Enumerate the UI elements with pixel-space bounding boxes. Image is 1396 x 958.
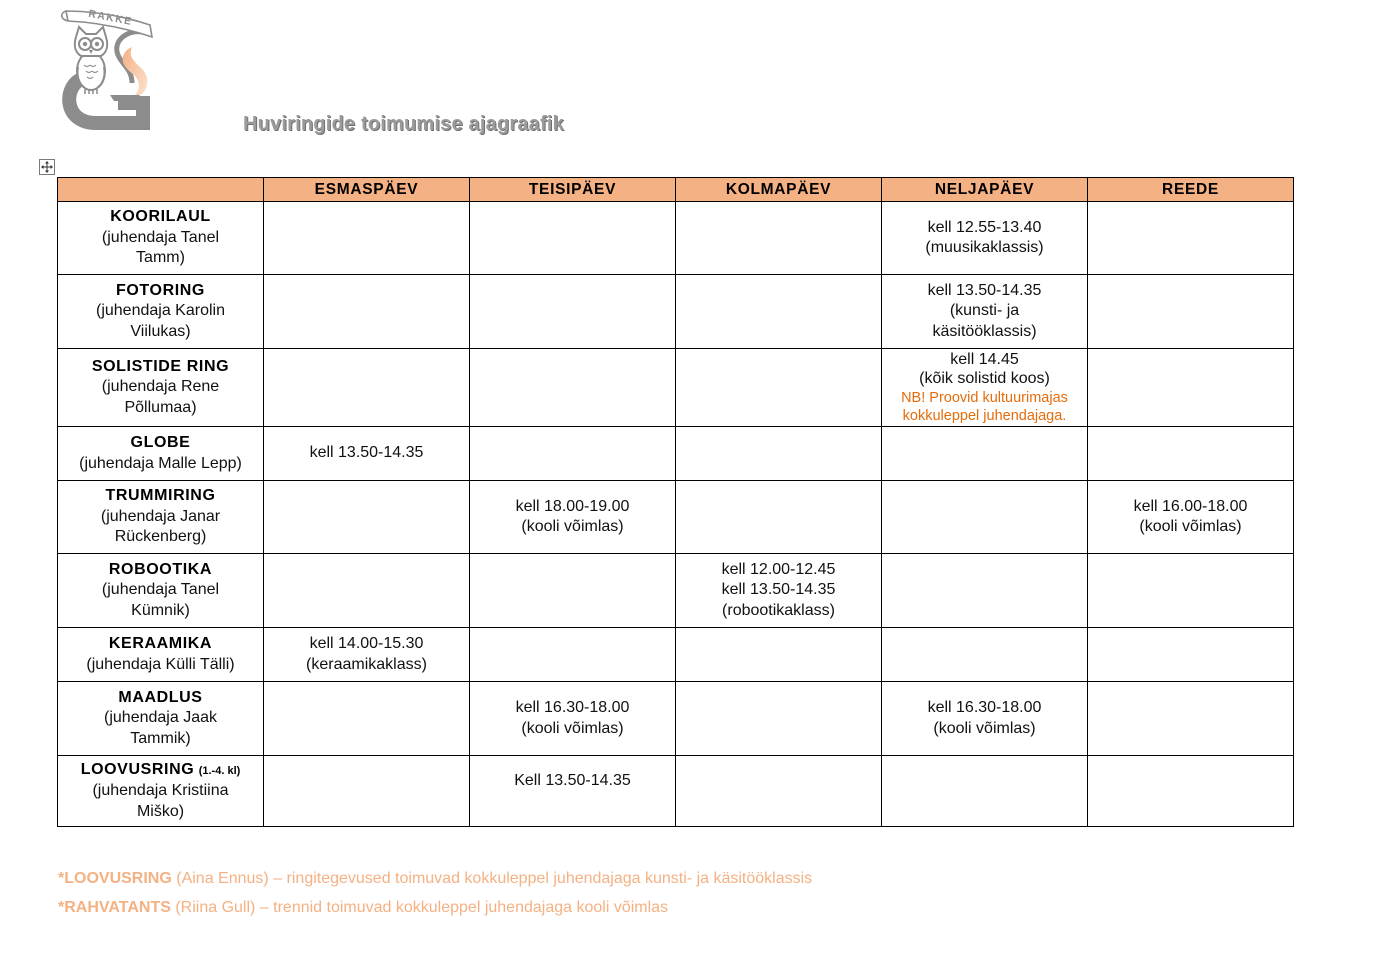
club-leader-line: Põllumaa) — [124, 398, 197, 416]
schedule-row-fotoring — [58, 275, 1294, 349]
club-leader-line: (juhendaja Malle Lepp) — [79, 454, 242, 472]
cell-koorilaul-esmaspaev — [264, 202, 470, 275]
schedule-row-koorilaul — [58, 202, 1294, 275]
club-leader-line: Tammik) — [130, 729, 191, 747]
club-cell-maadlus — [58, 682, 264, 756]
cell-robootika-reede — [1088, 554, 1294, 628]
club-leader-line: (juhendaja Kristiina — [92, 782, 229, 800]
club-name: TRUMMIRING — [105, 487, 216, 505]
cell-solistide-ring-esmaspaev — [264, 349, 470, 427]
time-line: kell 12.00-12.45 — [721, 560, 836, 578]
cell-fotoring-kolmapaev — [676, 275, 882, 349]
cell-globe-neljapaev — [882, 427, 1088, 481]
cell-koorilaul-teisipaev — [470, 202, 676, 275]
cell-fotoring-reede — [1088, 275, 1294, 349]
location-line: käsitööklassis) — [932, 322, 1037, 340]
club-cell-robootika — [58, 554, 264, 628]
cell-solistide-ring-teisipaev — [470, 349, 676, 427]
club-leader-line: (juhendaja Rene — [101, 378, 220, 396]
logo-owl — [75, 27, 107, 94]
cell-maadlus-teisipaev — [470, 682, 676, 756]
cell-trummiring-esmaspaev — [264, 481, 470, 554]
location-line: (kooli võimlas) — [521, 719, 624, 737]
header-teisipaev: TEISIPÄEV — [470, 178, 676, 202]
time-line: Kell 13.50-14.35 — [514, 772, 631, 789]
schedule-row-globe — [58, 427, 1294, 481]
club-cell-trummiring — [58, 481, 264, 554]
footnote-title: *LOOVUSRING — [58, 870, 172, 887]
club-name: LOOVUSRING — [80, 760, 195, 778]
location-line: (kooli võimlas) — [933, 719, 1036, 737]
schedule-row-keraamika — [58, 628, 1294, 682]
cell-loovusring-reede — [1088, 756, 1294, 827]
club-cell-solistide-ring — [58, 349, 264, 427]
schedule-row-maadlus — [58, 682, 1294, 756]
time-line: kell 13.50-14.35 — [721, 581, 836, 599]
location-line: (kooli võimlas) — [521, 518, 624, 535]
schedule-row-loovusring — [58, 756, 1294, 827]
club-leader-line: (juhendaja Jaak — [104, 709, 217, 727]
cell-koorilaul-neljapaev — [882, 202, 1088, 275]
club-leader-line: Viilukas) — [130, 322, 191, 340]
cell-robootika-esmaspaev — [264, 554, 470, 628]
header-esmaspaev: ESMASPÄEV — [264, 178, 470, 202]
club-cell-fotoring — [58, 275, 264, 349]
cell-trummiring-neljapaev — [882, 481, 1088, 554]
cell-loovusring-kolmapaev — [676, 756, 882, 827]
club-leader-line: Kümnik) — [131, 601, 190, 619]
logo-lamp-base — [110, 95, 140, 101]
schedule-table — [57, 177, 1294, 827]
location-line: (muusikaklassis) — [925, 239, 1044, 256]
cell-solistide-ring-kolmapaev — [676, 349, 882, 427]
cell-solistide-ring-reede — [1088, 349, 1294, 427]
cell-maadlus-reede — [1088, 682, 1294, 756]
cell-robootika-kolmapaev — [676, 554, 882, 628]
club-leader-line: (juhendaja Tanel — [101, 581, 220, 599]
schedule-row-solistide-ring — [58, 349, 1294, 427]
cell-maadlus-kolmapaev — [676, 682, 882, 756]
cell-trummiring-teisipaev — [470, 481, 676, 554]
cell-fotoring-teisipaev — [470, 275, 676, 349]
location-line: (kooli võimlas) — [1139, 518, 1242, 535]
header-reede: REEDE — [1088, 178, 1294, 202]
school-logo — [56, 7, 156, 133]
cell-keraamika-reede — [1088, 628, 1294, 682]
club-cell-koorilaul — [58, 202, 264, 275]
club-cell-loovusring — [58, 756, 264, 827]
schedule-row-robootika — [58, 554, 1294, 628]
header-row — [58, 178, 1294, 202]
cell-fotoring-neljapaev — [882, 275, 1088, 349]
cell-loovusring-esmaspaev — [264, 756, 470, 827]
time-line: kell 16.30-18.00 — [515, 699, 630, 716]
cell-maadlus-neljapaev — [882, 682, 1088, 756]
page-title: Huviringide toimumise ajagraafik — [243, 113, 564, 135]
location-line: (kunsti- ja — [949, 302, 1020, 320]
time-line: kell 14.00-15.30 — [309, 635, 424, 652]
cell-keraamika-kolmapaev — [676, 628, 882, 682]
cell-robootika-teisipaev — [470, 554, 676, 628]
header-neljapaev: NELJAPÄEV — [882, 178, 1088, 202]
cell-globe-esmaspaev — [264, 427, 470, 481]
cell-fotoring-esmaspaev — [264, 275, 470, 349]
cell-maadlus-esmaspaev — [264, 682, 470, 756]
time-line: kell 12.55-13.40 — [927, 218, 1042, 236]
cell-globe-reede — [1088, 427, 1294, 481]
footnote-text: (Riina Gull) – trennid toimuvad kokkuleppel juhendajaga kooli võimlas — [175, 899, 669, 916]
club-grade-suffix: (1.-4. kl) — [198, 764, 241, 777]
cell-globe-teisipaev — [470, 427, 676, 481]
cell-koorilaul-kolmapaev — [676, 202, 882, 275]
cell-trummiring-reede — [1088, 481, 1294, 554]
club-name-line — [62, 760, 259, 782]
club-leader-line: (juhendaja Külli Tälli) — [86, 655, 235, 673]
club-cell-globe — [58, 427, 264, 481]
club-leader-line: Tamm) — [136, 249, 185, 267]
club-name: KOORILAUL — [110, 208, 211, 226]
cell-trummiring-kolmapaev — [676, 481, 882, 554]
note-line: NB! Proovid kultuurimajas — [901, 389, 1068, 406]
cell-loovusring-neljapaev — [882, 756, 1088, 827]
club-leader-line: (juhendaja Janar — [100, 507, 221, 525]
club-name: GLOBE — [130, 434, 191, 451]
cell-loovusring-teisipaev — [470, 756, 676, 827]
cell-solistide-ring-neljapaev — [882, 349, 1088, 427]
club-name: MAADLUS — [118, 688, 203, 706]
logo-banner-text: RAKKE — [87, 7, 134, 29]
cell-keraamika-neljapaev — [882, 628, 1088, 682]
club-leader-line: Rückenberg) — [114, 528, 207, 546]
time-line: kell 14.45 — [950, 350, 1019, 368]
club-leader-line: Miško) — [136, 802, 185, 820]
club-name: FOTORING — [116, 281, 205, 299]
club-name: KERAAMIKA — [108, 635, 213, 652]
club-name: SOLISTIDE RING — [91, 357, 230, 375]
footnote-loovusring — [58, 869, 812, 889]
header-kolmapaev: KOLMAPÄEV — [676, 178, 882, 202]
club-leader-line: (juhendaja Tanel — [101, 228, 220, 246]
location-line: (kõik solistid koos) — [919, 370, 1050, 387]
club-leader-line: (juhendaja Karolin — [96, 302, 225, 320]
cell-robootika-neljapaev — [882, 554, 1088, 628]
cell-koorilaul-reede — [1088, 202, 1294, 275]
cell-keraamika-esmaspaev — [264, 628, 470, 682]
table-move-handle-icon[interactable] — [39, 159, 55, 175]
club-name: ROBOOTIKA — [108, 560, 213, 578]
schedule-row-trummiring — [58, 481, 1294, 554]
footnote-text: (Aina Ennus) – ringitegevused toimuvad kokkuleppel juhendajaga kunsti- ja käsitööklassis — [176, 870, 813, 887]
cell-keraamika-teisipaev — [470, 628, 676, 682]
logo-flame — [123, 47, 148, 99]
footnote-rahvatants — [58, 898, 668, 918]
cell-globe-kolmapaev — [676, 427, 882, 481]
note-line: kokkuleppel juhendajaga. — [902, 408, 1067, 424]
time-line: kell 16.00-18.00 — [1133, 497, 1248, 515]
time-line: kell 13.50-14.35 — [927, 281, 1042, 299]
time-line: kell 13.50-14.35 — [309, 444, 424, 462]
time-line: kell 16.30-18.00 — [927, 699, 1042, 716]
time-line: kell 18.00-19.00 — [515, 497, 630, 515]
footnote-title: *RAHVATANTS — [58, 899, 171, 916]
club-cell-keraamika — [58, 628, 264, 682]
location-line: (keraamikaklass) — [306, 655, 427, 673]
location-line: (robootikaklass) — [722, 601, 835, 619]
header-blank — [58, 178, 264, 202]
